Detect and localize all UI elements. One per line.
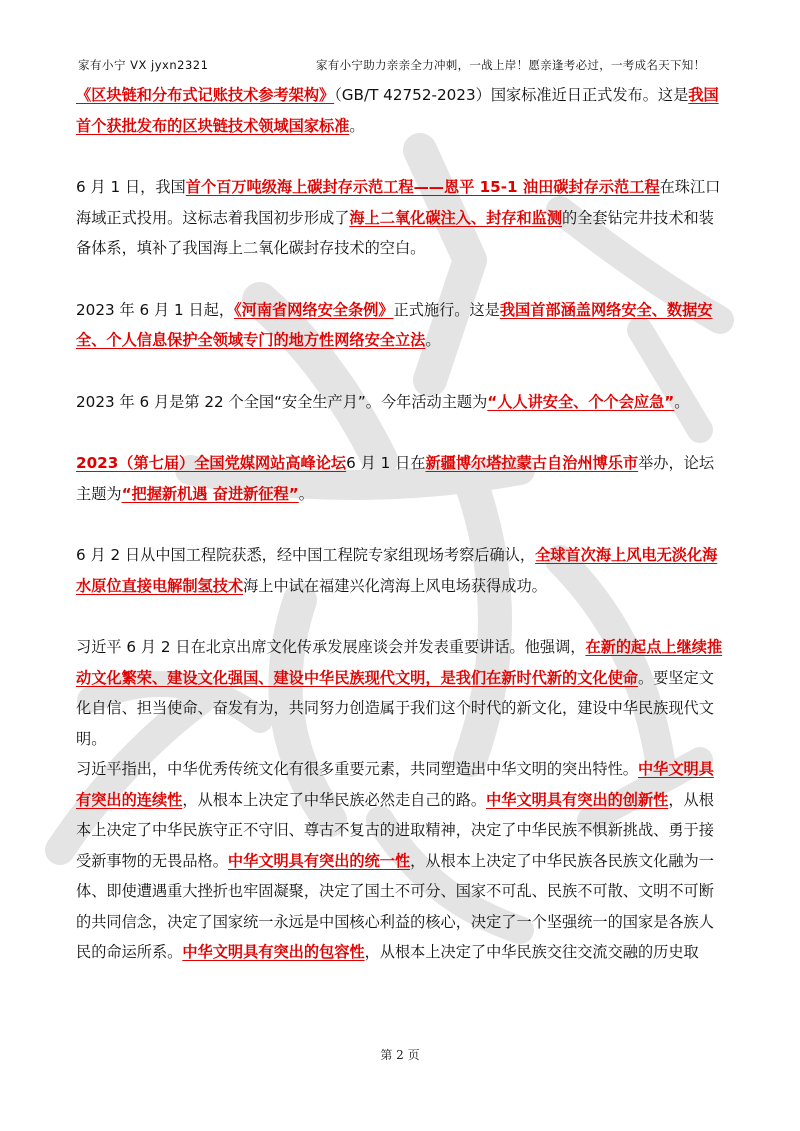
body-text: 。 bbox=[298, 484, 314, 503]
header-slogan: 家有小宁助力亲亲全力冲刺，一战上岸！愿亲逢考必过，一考成名天下知！ bbox=[316, 58, 706, 72]
news-paragraph bbox=[76, 632, 726, 754]
body-text: 。要坚定文化自信、担当使命、奋发有为，共同努力创造属于我们这个时代的新文化，建设中华民族现代文明。 bbox=[76, 668, 714, 748]
highlighted-text: 海上二氧化碳注入、封存和监测 bbox=[349, 208, 562, 227]
highlighted-text: 在新的起点上继续推动文化繁荣、建设文化强国、建设中华民族现代文明，是我们在新时代新的文化使命 bbox=[76, 638, 723, 687]
highlighted-text: “人人讲安全、个个会应急” bbox=[487, 392, 675, 411]
body-text: 习近平 6 月 2 日在北京出席文化传承发展座谈会并发表重要讲话。他强调， bbox=[76, 638, 586, 656]
body-text: ，从根本上决定了中华民族必然走自己的路。 bbox=[182, 790, 487, 809]
header-contact: 家有小宁 VX jyxn2321 bbox=[78, 58, 209, 72]
highlighted-text: 中华文明具有突出的连续性 bbox=[76, 760, 714, 809]
highlighted-text: 新疆博尔塔拉蒙古自治州博乐市 bbox=[425, 454, 639, 472]
highlighted-text: 我国首部涵盖网络安全、数据安全、个人信息保护全领域专门的地方性网络安全立法 bbox=[76, 300, 713, 349]
body-text: 正式施行。这是 bbox=[393, 300, 500, 319]
highlighted-text: 《河南省网络安全条例》 bbox=[234, 300, 394, 319]
highlighted-text: 2023（第七届）全国党媒网站高峰论坛 bbox=[76, 454, 347, 472]
paragraph-spacer bbox=[76, 417, 726, 448]
news-paragraph bbox=[76, 80, 726, 141]
paragraph-spacer bbox=[76, 356, 726, 387]
paragraph-spacer bbox=[76, 509, 726, 540]
highlighted-text: 中华文明具有突出的创新性 bbox=[486, 790, 669, 809]
news-paragraph bbox=[76, 754, 726, 968]
document-body bbox=[76, 80, 726, 968]
page-number: 第 2 页 bbox=[380, 1048, 420, 1062]
body-text: 。 bbox=[425, 331, 441, 349]
news-paragraph bbox=[76, 540, 726, 601]
highlighted-text: 首个百万吨级海上碳封存示范工程——恩平 15-1 油田碳封存示范工程 bbox=[185, 178, 660, 196]
body-text: 习近平指出，中华优秀传统文化有很多重要元素，共同塑造出中华文明的突出特性。 bbox=[76, 760, 638, 778]
news-paragraph bbox=[76, 295, 726, 356]
body-text: （GB/T 42752-2023）国家标准近日正式发布。这是 bbox=[334, 86, 689, 104]
paragraph-spacer bbox=[76, 264, 726, 295]
highlighted-text: 中华文明具有突出的统一性 bbox=[227, 851, 411, 870]
body-text: ，从根本上决定了中华民族各民族文化融为一体、即使遭遇重大挫折也牢固凝聚，决定了国土不可分、国家不可乱、民族不可散、文明不可断的共同信念，决定了国家统一永远是中国核心利益的核心，决定了一个坚强统一的国家是各族人民的命运所系。 bbox=[76, 851, 714, 961]
body-text: 的全套钻完井技术和装备体系，填补了我国海上二氧化碳封存技术的空白。 bbox=[76, 208, 714, 257]
news-paragraph bbox=[76, 448, 726, 509]
body-text: 。 bbox=[674, 392, 690, 411]
body-text: 6 月 1 日在 bbox=[346, 454, 426, 472]
highlighted-text: “把握新机遇 奋进新征程” bbox=[121, 484, 299, 503]
body-text: 海上中试在福建兴化湾海上风电场获得成功。 bbox=[243, 576, 547, 595]
body-text: 举办，论坛主题为 bbox=[76, 454, 715, 503]
body-text: 。 bbox=[349, 116, 365, 135]
body-text: 2023 年 6 月是第 22 个全国“安全生产月”。今年活动主题为 bbox=[76, 392, 488, 411]
highlighted-text: 全球首次海上风电无淡化海水原位直接电解制氢技术 bbox=[76, 546, 718, 595]
highlighted-text: 中华文明具有突出的包容性 bbox=[182, 943, 365, 961]
news-paragraph bbox=[76, 387, 726, 418]
highlighted-text: 《区块链和分布式记账技术参考架构》 bbox=[76, 86, 335, 104]
body-text: 6 月 2 日从中国工程院获悉，经中国工程院专家组现场考察后确认， bbox=[76, 546, 536, 564]
body-text: ，从根本上决定了中华民族交往交流交融的历史取 bbox=[364, 943, 699, 961]
paragraph-spacer bbox=[76, 141, 726, 172]
body-text: 6 月 1 日，我国 bbox=[76, 178, 186, 196]
body-text: 2023 年 6 月 1 日起， bbox=[76, 300, 235, 319]
news-paragraph bbox=[76, 172, 726, 264]
body-text: 在珠江口海域正式投用。这标志着我国初步形成了 bbox=[76, 178, 721, 227]
paragraph-spacer bbox=[76, 601, 726, 632]
body-text: ，从根本上决定了中华民族守正不守旧、尊古不复古的进取精神，决定了中华民族不惧新挑战、勇于接受新事物的无畏品格。 bbox=[76, 790, 714, 870]
highlighted-text: 我国首个获批发布的区块链技术领域国家标准 bbox=[76, 86, 719, 135]
